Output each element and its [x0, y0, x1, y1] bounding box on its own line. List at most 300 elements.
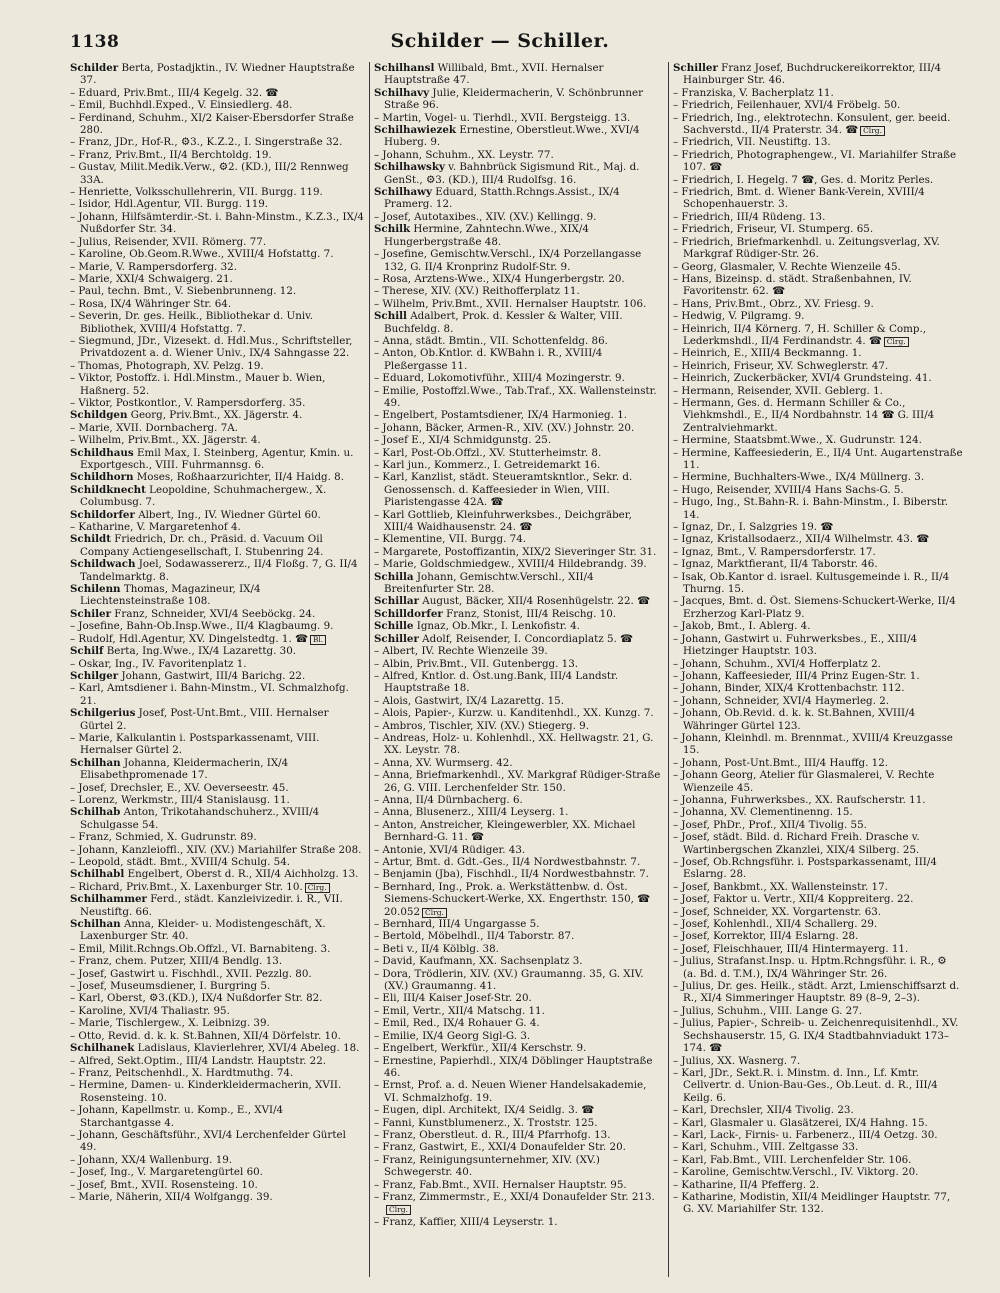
entry-details: – Oskar, Ing., IV. Favoritenplatz 1. [70, 657, 247, 670]
entry-details: – Karl, Lack-, Firnis- u. Farbenerz., III/4 Oetzg. 30. [673, 1128, 938, 1141]
directory-entry [673, 223, 963, 235]
entry-details: – Julius, XX. Wasnerg. 7. [673, 1054, 801, 1067]
entry-details: – Paul, techn. Bmt., V. Siebenbrunneng. 12. [70, 285, 297, 298]
entry-details: – Wilhelm, Priv.Bmt., XX. Jägerstr. 4. [70, 434, 261, 447]
entry-details: – Josef, PhDr., Prof., XII/4 Tivolig. 55. [673, 818, 867, 831]
entry-details: Anna, Kleider- u. Modistengeschäft, X. Laxenburger Str. 40. [80, 918, 326, 943]
entry-details: – Emilie, Postoffzl.Wwe., Tab.Traf., XX. Wallensteinstr. 49. [374, 384, 657, 409]
entry-details: Berta, Postadjktin., IV. Wiedner Hauptstraße 37. [80, 62, 355, 87]
entry-surname: Schilhan [70, 756, 121, 769]
entry-details: – Franz, JDr., Hof-R., ⚙3., K.Z.2., I. Singerstraße 32. [70, 136, 343, 149]
directory-entry [673, 434, 963, 446]
entry-badge: Clrg. [860, 126, 885, 136]
directory-entry [673, 1141, 963, 1153]
entry-details: – Bertold, Möbelhdl., II/4 Taborstr. 87. [374, 930, 575, 943]
directory-entry [673, 298, 963, 310]
directory-entry [70, 310, 365, 335]
entry-details: – Viktor, Postkontlor., V. Rampersdorferg. 35. [70, 396, 306, 409]
directory-entry [374, 372, 664, 384]
entry-details: – Benjamin (Jba), Fischhdl., II/4 Nordwestbahnstr. 7. [374, 868, 649, 881]
directory-entry [374, 1141, 664, 1153]
entry-surname: Schildwach [70, 558, 136, 571]
entry-details: – Karl, Fab.Bmt., VIII. Lerchenfelder Str. 106. [673, 1153, 912, 1166]
directory-entry [70, 682, 365, 707]
directory-entry [374, 695, 664, 707]
entry-details: – Eli, III/4 Kaiser Josef-Str. 20. [374, 992, 532, 1005]
entry-details: – Thomas, Photograph, XV. Pelzg. 19. [70, 359, 264, 372]
entry-badge: Clrg. [884, 337, 909, 347]
page-number: 1138 [70, 32, 120, 52]
entry-details: – Marie, XVII. Dornbacherg. 7A. [70, 421, 238, 434]
entry-details: – Franz, Schmied, X. Gudrunstr. 89. [70, 831, 257, 844]
entry-details: – Hermann, Reisender, XVII. Geblerg. 1. [673, 384, 883, 397]
directory-entry [70, 422, 365, 434]
directory-entry [70, 1067, 365, 1079]
running-head: Schilder — Schiller. [390, 30, 610, 52]
directory-entry [374, 732, 664, 757]
directory-entry [374, 943, 664, 955]
entry-surname: Schildt [70, 533, 111, 546]
directory-entry [374, 447, 664, 459]
entry-details: – Katharine, Modistin, XII/4 Meidlinger Hauptstr. 77, G. XV. Mariahilfer Str. 132. [673, 1190, 951, 1216]
directory-entry [673, 893, 963, 905]
directory-entry [673, 682, 963, 694]
entry-details: – Lorenz, Werkmstr., III/4 Stanislausg. 11. [70, 793, 290, 806]
entry-details: Johanna, Kleidermacherin, IX/4 Elisabethpromenade 17. [80, 756, 289, 782]
entry-badge: Bl. [310, 635, 326, 645]
entry-details: – Alois, Papier-, Kurzw. u. Kanditenhdl., XX. Kunzg. 7. [374, 707, 654, 720]
entry-details: – Ernestine, Papierhdl., XIX/4 Döblinger Hauptstraße 46. [374, 1054, 653, 1079]
directory-entry [673, 831, 963, 856]
directory-entry [70, 161, 365, 186]
entry-details: – Ignaz, Marktfierant, II/4 Taborstr. 46. [673, 558, 878, 571]
entry-details: – Johann, Geschäftsführ., XVI/4 Lerchenfelder Gürtel 49. [70, 1128, 346, 1154]
directory-entry [70, 335, 365, 360]
entry-details: – Karl jun., Kommerz., I. Getreidemarkt 16. [374, 459, 601, 471]
directory-entry [70, 806, 365, 831]
entry-details: Ferd., städt. Kanzleivizedir. i. R., VII. Neustiftg. 66. [80, 893, 343, 918]
entry-details: – Alfred, Sekt.Optim., III/4 Landstr. Hauptstr. 22. [70, 1054, 327, 1067]
directory-entry [70, 533, 365, 558]
entry-details: Ernestine, Oberstleut.Wwe., XVI/4 Huberg. 9. [384, 124, 640, 149]
entry-details: – Friedrich, Bmt. d. Wiener Bank-Verein, XVIII/4 Schopenhauerstr. 3. [673, 186, 925, 211]
directory-entry [70, 633, 365, 645]
entry-details: – Anton, Ob.Kntlor. d. KWBahn i. R., XVIII/4 Pleßergasse 11. [374, 347, 603, 372]
entry-details: Albert, Ing., IV. Wiedner Gürtel 60. [134, 508, 321, 521]
entry-details: – Marie, Kalkulantin i. Postsparkassenamt, VIII. Hernalser Gürtel 2. [70, 731, 320, 757]
directory-entry [374, 794, 664, 806]
entry-details: – Albin, Priv.Bmt., VII. Gutenbergg. 13. [374, 657, 579, 670]
entry-details: – Antonie, XVI/4 Rüdiger. 43. [374, 843, 526, 856]
entry-details: – Johann, Kanzleioffl., XIV. (XV.) Mariahilfer Straße 208. [70, 843, 362, 856]
directory-entry [70, 521, 365, 533]
directory-entry [374, 112, 664, 124]
directory-entry [70, 658, 365, 670]
directory-entry [673, 211, 963, 223]
entry-surname: Schilhansl [374, 62, 435, 74]
directory-entry [70, 620, 365, 632]
directory-entry [673, 99, 963, 111]
directory-entry [374, 868, 664, 880]
entry-details: – Gustav, Milit.Medik.Verw., ⚙2. (KD.), III/2 Rennweg 33A. [70, 161, 349, 186]
directory-entry [673, 1166, 963, 1178]
entry-details: – Anton, Anstreicher, Kleingewerbler, XX. Michael Bernhard-G. 11. ☎ [374, 818, 636, 844]
entry-details: – Friedrich, Briefmarkenhdl. u. Zeitungsverlag, XV. Markgraf Rüdiger-Str. 26. [673, 235, 940, 261]
entry-details: – Ignaz, Kristallsodaerz., XII/4 Wilhelmstr. 43. ☎ [673, 533, 930, 546]
directory-entry [70, 360, 365, 372]
directory-entry [70, 372, 365, 397]
directory-entry [70, 285, 365, 297]
entry-details: – Anna, Briefmarkenhdl., XV. Markgraf Rüdiger-Straße 26, G. VIII. Lerchenfelder Str. 150. [374, 769, 661, 794]
entry-details: – Franz, Reinigungsunternehmer, XIV. (XV.) Schwegerstr. 40. [374, 1153, 600, 1179]
directory-entry [374, 385, 664, 410]
entry-details: – Hedwig, V. Pilgramg. 9. [673, 310, 805, 323]
directory-entry [70, 434, 365, 446]
entry-details: – Josef, Drechsler, E., XV. Oeverseestr. 45. [70, 781, 289, 794]
entry-details: – Alfred, Kntlor. d. Öst.ung.Bank, III/4 Landstr. Hauptstraße 18. [374, 669, 619, 695]
directory-entry [673, 372, 963, 384]
entry-surname: Schilla [374, 570, 414, 583]
directory-entry [673, 521, 963, 533]
entry-details: – Karoline, Ob.Geom.R.Wwe., XVIII/4 Hofstattg. 7. [70, 248, 334, 261]
directory-entry [70, 1042, 365, 1054]
directory-entry [374, 571, 664, 596]
directory-entry [374, 1154, 664, 1179]
entry-details: – Johann, XX/4 Wallenburg. 19. [70, 1153, 233, 1166]
entry-details: – Josef, Faktor u. Vertr., XII/4 Koppreiterg. 22. [673, 893, 914, 906]
entry-details: – Otto, Revid. d. k. k. St.Bahnen, XII/4 Dörfelstr. 10. [70, 1029, 341, 1042]
entry-details: – Franz, Priv.Bmt., II/4 Berchtoldg. 19. [70, 148, 272, 161]
entry-details: – Karl, Amtsdiener i. Bahn-Minstm., VI. Schmalzhofg. 21. [70, 682, 349, 707]
directory-entry [70, 968, 365, 980]
directory-entry [70, 1055, 365, 1067]
directory-entry [70, 409, 365, 421]
entry-details: – Emil, Vertr., XII/4 Matschg. 11. [374, 1004, 545, 1017]
directory-entry [673, 1005, 963, 1017]
entry-details: Engelbert, Oberst d. R., XII/4 Aichholzg. 13. [124, 868, 359, 881]
entry-details: Moses, Roßhaarzurichter, II/4 Haidg. 8. [133, 471, 345, 484]
directory-entry [673, 87, 963, 99]
entry-details: – Josef, Bmt., XVII. Rosensteing. 10. [70, 1178, 258, 1191]
entry-details: – Johann, Kleinhdl. m. Brennmat., XVIII/4 Kreuzgasse 15. [673, 731, 953, 757]
directory-entry [374, 757, 664, 769]
entry-details: – Johann, Hilfsämterdir.-St. i. Bahn-Minstm., K.Z.3., IX/4 Nußdorfer Str. 34. [70, 210, 364, 236]
entry-details: – Viktor, Postoffz. i. Hdl.Minstm., Mauer b. Wien, Haßnerg. 52. [70, 372, 326, 397]
directory-entry [70, 980, 365, 992]
entry-surname: Schildhorn [70, 471, 134, 484]
entry-details: – Johann, Kapellmstr. u. Komp., E., XVI/4 Starchantgasse 4. [70, 1104, 284, 1129]
directory-entry [673, 186, 963, 211]
directory-entry [374, 248, 664, 273]
entry-details: Franz Josef, Buchdruckereikorrektor, III/4 Hainburger Str. 46. [683, 62, 942, 87]
directory-entry [70, 1166, 365, 1178]
directory-entry [374, 509, 664, 534]
directory-entry [70, 794, 365, 806]
directory-entry [673, 397, 963, 434]
directory-entry [374, 1129, 664, 1141]
directory-entry [673, 658, 963, 670]
directory-entry [70, 1129, 365, 1154]
directory-entry [70, 583, 365, 608]
entry-badge: Clrg. [305, 883, 330, 893]
entry-details: – Alois, Gastwirt, IX/4 Lazarettg. 15. [374, 694, 565, 707]
entry-details: – Margarete, Postoffizantin, XIX/2 Sieveringer Str. 31. [374, 545, 657, 558]
directory-entry [673, 670, 963, 682]
entry-details: – Friedrich, Ing., elektrotechn. Konsulent, ger. beeid. Sachverstd., II/4 Praterstr. 34. ☎ [673, 111, 951, 137]
directory-entry [673, 794, 963, 806]
directory-entry [70, 186, 365, 198]
entry-surname: Schildgen [70, 409, 128, 422]
directory-entry [374, 1104, 664, 1116]
entry-surname: Schilk [374, 223, 411, 236]
directory-entry [70, 918, 365, 943]
directory-entry [70, 856, 365, 868]
directory-entry [70, 881, 365, 893]
directory-entry [673, 360, 963, 372]
directory-entry [673, 558, 963, 570]
directory-entry [374, 285, 664, 297]
directory-entry [673, 136, 963, 148]
entry-details: – Klementine, VII. Burgg. 74. [374, 533, 527, 546]
directory-entry [673, 62, 963, 87]
directory-entry [374, 310, 664, 335]
entry-surname: Schildorfer [70, 508, 135, 521]
entry-surname: Schilhab [70, 806, 121, 819]
entry-details: – Marie, XXI/4 Schwaigerg. 21. [70, 272, 233, 285]
directory-entry [70, 397, 365, 409]
directory-entry [70, 149, 365, 161]
directory-entry [374, 1191, 664, 1216]
entry-details: – Hermine, Kaffeesiederin, E., II/4 Unt. Augartenstraße 11. [673, 446, 963, 471]
entry-details: – Friedrich, Friseur, VI. Stumperg. 65. [673, 223, 874, 236]
entry-details: – Josef, Ob.Rchngsführ. i. Postsparkassenamt, III/4 Eslarng. 28. [673, 856, 937, 881]
entry-details: Adolf, Reisender, I. Concordiaplatz 5. ☎ [418, 632, 633, 645]
entry-details: – Engelbert, Postamtsdiener, IX/4 Harmonieg. 1. [374, 409, 628, 422]
directory-entry [70, 198, 365, 210]
entry-details: – Johanna, Fuhrwerksbes., XX. Raufscherstr. 11. [673, 793, 926, 806]
entry-details: Willibald, Bmt., XVII. Hernalser Hauptstraße 47. [384, 62, 604, 87]
entry-surname: Schilhawy [374, 186, 433, 199]
directory-entry [673, 112, 963, 137]
directory-entry [374, 149, 664, 161]
entry-details: – Isidor, Hdl.Agentur, VII. Burgg. 119. [70, 198, 269, 211]
directory-entry [70, 707, 365, 732]
directory-entry [374, 595, 664, 607]
directory-entry [70, 484, 365, 509]
entry-details: – Rudolf, Hdl.Agentur, XV. Dingelstedtg. 1. ☎ [70, 632, 308, 645]
entry-details: – Johann, Schneider, XVI/4 Haymerleg. 2. [673, 694, 890, 707]
directory-entry [70, 992, 365, 1004]
entry-details: – Karl, Post-Ob.Offzl., XV. Stutterheimstr. 8. [374, 446, 602, 459]
directory-entry [70, 261, 365, 273]
entry-details: – Ernst, Prof. a. d. Neuen Wiener Handelsakademie, VI. Schmalzhofg. 19. [374, 1079, 647, 1104]
directory-entry [70, 112, 365, 137]
entry-details: – Bernhard, Ing., Prok. a. Werkstättenbw. d. Öst. Siemens-Schuckert-Werke, XX. Engerthstr. 150, ☎ 20.052 [374, 880, 651, 918]
entry-details: – Rosa, IX/4 Währinger Str. 64. [70, 297, 232, 310]
entry-details: – Johann, Kaffeesieder, III/4 Prinz Eugen-Str. 1. [673, 669, 920, 682]
directory-entry [374, 633, 664, 645]
directory-entry [70, 1179, 365, 1191]
entry-details: – Dora, Trödlerin, XIV. (XV.) Graumanng. 35, G. XIV. (XV.) Graumanng. 41. [374, 967, 644, 993]
entry-details: – Friedrich, Photographengew., VI. Mariahilfer Straße 107. ☎ [673, 148, 957, 174]
directory-entry [374, 223, 664, 248]
entry-details: – Siegmund, JDr., Vizesekt. d. Hdl.Mus., Schriftsteller, Privatdozent a. d. Wiener Univ., IX/4 Sahngasse 22. [70, 334, 353, 360]
directory-entry [374, 533, 664, 545]
entry-details: – Julius, Dr. ges. Heilk., städt. Arzt, Lmienschiffsarzt d. R., XI/4 Simmeringer Hauptstr. 89 (8–9, 2–3). [673, 980, 960, 1005]
entry-surname: Schill [374, 310, 407, 323]
entry-details: – Johann, Schuhm., XVI/4 Hofferplatz 2. [673, 657, 881, 670]
directory-entry [673, 546, 963, 558]
entry-details: – Karl, Drechsler, XII/4 Tivolig. 23. [673, 1104, 854, 1117]
entry-details: – Ambros, Tischler, XIV. (XV.) Stiegerg. 9. [374, 719, 590, 732]
directory-entry [673, 757, 963, 769]
entry-details: Franz, Stonist, III/4 Reischg. 10. [442, 607, 617, 620]
directory-entry [374, 87, 664, 112]
directory-entry [673, 496, 963, 521]
entry-details: – Hermine, Staatsbmt.Wwe., X. Gudrunstr. 124. [673, 434, 922, 447]
entry-details: – Franz, chem. Putzer, XIII/4 Bendlg. 13. [70, 955, 283, 968]
entry-details: – Henriette, Volksschullehrerin, VII. Burgg. 119. [70, 186, 323, 199]
entry-details: Johann, Gastwirt, III/4 Barichg. 22. [118, 669, 306, 682]
directory-entry [374, 1179, 664, 1191]
entry-surname: Schilder [70, 62, 119, 74]
entry-details: – Ignaz, Bmt., V. Rampersdorferstr. 17. [673, 545, 876, 558]
directory-entry [374, 881, 664, 918]
directory-entry [374, 422, 664, 434]
entry-details: – Johann, Schuhm., XX. Leystr. 77. [374, 148, 554, 161]
entry-details: – Karl, Schuhm., VIII. Zeltgasse 33. [673, 1141, 859, 1154]
entry-details: – Josef, Museumsdiener, I. Burgring 5. [70, 980, 271, 993]
entry-details: – Franziska, V. Bacherplatz 11. [673, 86, 834, 99]
directory-entry [673, 149, 963, 174]
entry-details: – Julius, Papier-, Schreib- u. Zeichenrequisitenhdl., XV. Sechshauserstr. 15, G. IX/4 Stadtbahnviadukt 173–174. ☎ [673, 1017, 959, 1055]
entry-details: – Marie, Goldschmiedgew., XVIII/4 Hildebrandg. 39. [374, 558, 647, 571]
directory-entry [374, 806, 664, 818]
directory-entry [374, 670, 664, 695]
directory-entry [70, 1154, 365, 1166]
entry-details: – Fanni, Kunstblumenerz., X. Troststr. 125. [374, 1116, 598, 1129]
entry-details: – Ignaz, Dr., I. Salzgries 19. ☎ [673, 521, 834, 534]
directory-entry [374, 1042, 664, 1054]
directory-entry [374, 409, 664, 421]
directory-entry [374, 1055, 664, 1080]
entry-details: – Josef, Gastwirt u. Fischhdl., XVII. Pezzlg. 80. [70, 967, 312, 980]
directory-entry [374, 1117, 664, 1129]
directory-entry [374, 335, 664, 347]
entry-details: – Rosa, Arztens-Wwe., XIX/4 Hungerbergstr. 20. [374, 272, 625, 285]
directory-entry [673, 620, 963, 632]
directory-entry [70, 273, 365, 285]
directory-entry [673, 695, 963, 707]
directory-entry [70, 831, 365, 843]
directory-entry [374, 471, 664, 508]
directory-entry [673, 385, 963, 397]
entry-details: – Katharine, V. Margaretenhof 4. [70, 521, 241, 534]
entry-details: – Friedrich, I. Hegelg. 7 ☎, Ges. d. Moritz Perles. [673, 173, 934, 186]
entry-surname: Schilhawsky [374, 161, 445, 174]
directory-entry [374, 645, 664, 657]
entry-surname: Schiller [673, 62, 718, 74]
directory-entry [70, 211, 365, 236]
entry-details: Friedrich, Dr. ch., Präsid. d. Vacuum Oil Company Actiengesellschaft, I. Stubenring 24. [80, 533, 324, 558]
directory-entry [70, 1005, 365, 1017]
entry-details: – Therese, XIV. (XV.) Reithofferplatz 11. [374, 285, 580, 298]
directory-entry [673, 707, 963, 732]
entry-surname: Schilhammer [70, 893, 147, 906]
entry-details: – Hugo, Reisender, XVIII/4 Hans Sachs-G. 5. [673, 483, 904, 496]
directory-entry [374, 968, 664, 993]
entry-details: Thomas, Magazineur, IX/4 Liechtensteinstraße 108. [80, 583, 261, 608]
entry-surname: Schille [374, 620, 414, 633]
directory-entry [70, 645, 365, 657]
directory-entry [374, 707, 664, 719]
directory-entry [70, 757, 365, 782]
directory-entry [673, 323, 963, 348]
entry-surname: Schilger [70, 669, 119, 682]
directory-entry [374, 856, 664, 868]
directory-entry [70, 868, 365, 880]
entry-details: – Hermann, Ges. d. Hermann Schiller & Co., Viehkmshdl., E., II/4 Nordbahnstr. 14 ☎ G. III/4 Zentralviehmarkt. [673, 396, 935, 434]
directory-entry [374, 620, 664, 632]
entry-details: – Josef, Kohlenhdl., XII/4 Schallerg. 29. [673, 918, 878, 931]
entry-details: – Josef, Ing., V. Margaretengürtel 60. [70, 1166, 263, 1179]
directory-entry [374, 273, 664, 285]
entry-details: – Friedrich, VII. Neustiftg. 13. [673, 136, 831, 149]
entry-details: – Johann, Binder, XIX/4 Krottenbachstr. 112. [673, 682, 905, 695]
directory-entry [70, 447, 365, 472]
directory-entry [673, 447, 963, 472]
entry-details: – Anna, II/4 Dürnbacherg. 6. [374, 793, 523, 806]
entry-badge: Clrg. [386, 1205, 411, 1215]
entry-details: – Beti v., II/4 Kölblg. 38. [374, 942, 499, 955]
entry-details: – Heinrich, II/4 Körnerg. 7, H. Schiller & Comp., Lederkmshdl., II/4 Ferdinandstr. 4. ☎ [673, 322, 926, 347]
entry-details: – Karoline, Gemischtw.Verschl., IV. Viktorg. 20. [673, 1166, 919, 1179]
directory-entry [673, 310, 963, 322]
directory-entry [673, 955, 963, 980]
entry-details: – Emil, Milit.Rchngs.Ob.Offzl., VI. Barnabiteng. 3. [70, 942, 331, 955]
directory-entry [673, 918, 963, 930]
directory-entry [673, 732, 963, 757]
directory-entry [374, 955, 664, 967]
directory-entry [374, 1005, 664, 1017]
entry-details: – Katharine, II/4 Pfefferg. 2. [673, 1178, 820, 1191]
entry-details: – Josef, Autotaxibes., XIV. (XV.) Kellingg. 9. [374, 210, 597, 223]
entry-details: – Josefine, Bahn-Ob.Insp.Wwe., II/4 Klagbaumg. 9. [70, 620, 334, 633]
directory-entry [70, 1017, 365, 1029]
directory-entry [70, 608, 365, 620]
entry-surname: Schilhawiezek [374, 124, 457, 137]
entry-details: August, Bäcker, XII/4 Rosenhügelstr. 22. ☎ [419, 595, 650, 608]
directory-entry [70, 943, 365, 955]
entry-surname: Schilenn [70, 583, 121, 596]
directory-entry [374, 608, 664, 620]
directory-entry [70, 99, 365, 111]
entry-details: – Heinrich, E., XIII/4 Beckmanng. 1. [673, 347, 862, 360]
entry-details: – Georg, Glasmaler, V. Rechte Wienzeile 45. [673, 260, 901, 273]
entry-details: – Julius, Schuhm., VIII. Lange G. 27. [673, 1004, 863, 1017]
directory-entry [673, 261, 963, 273]
directory-entry [673, 236, 963, 261]
directory-entry [673, 1179, 963, 1191]
directory-entry [673, 1017, 963, 1054]
entry-details: – Johann, Ob.Revid. d. k. k. St.Bahnen, XVIII/4 Währinger Gürtel 123. [673, 707, 916, 732]
entry-details: – Heinrich, Zuckerbäcker, XVI/4 Grundsteing. 41. [673, 372, 932, 385]
directory-entry [673, 806, 963, 818]
entry-surname: Schilhavy [374, 86, 430, 99]
directory-entry [70, 471, 365, 483]
directory-entry [673, 881, 963, 893]
directory-entry [673, 484, 963, 496]
